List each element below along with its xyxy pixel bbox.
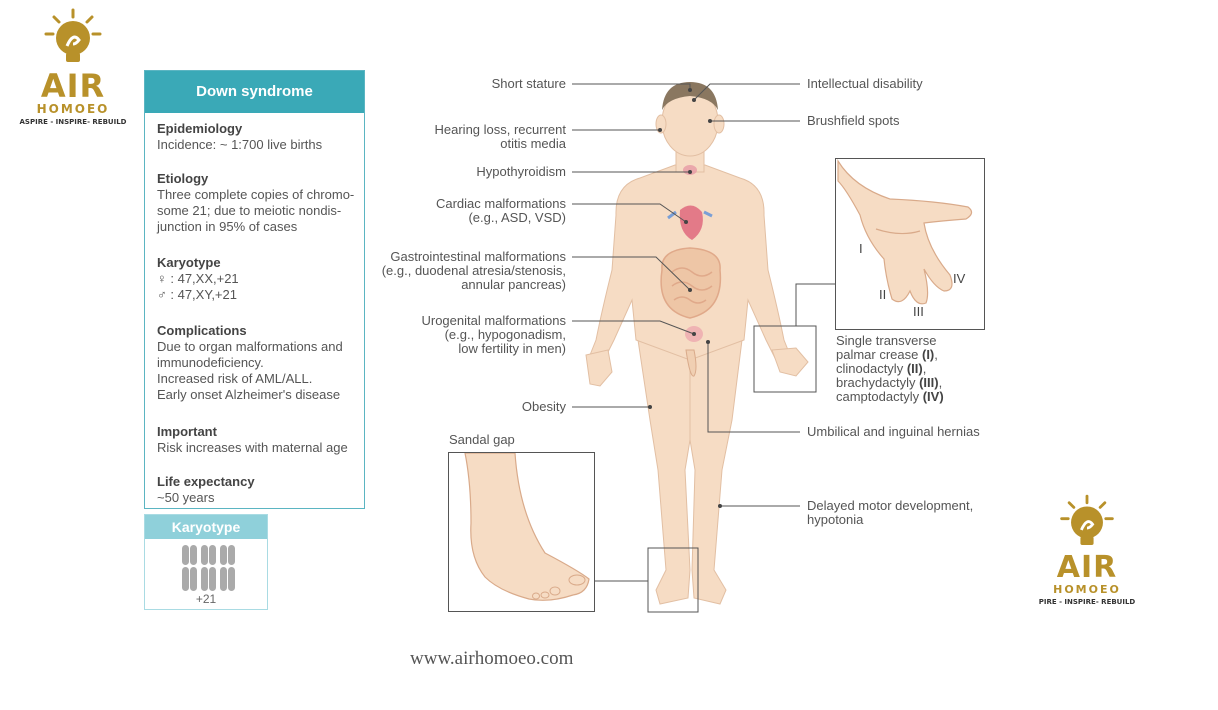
label-intellectual-disability: Intellectual disability bbox=[807, 76, 923, 91]
section-line: Increased risk of AML/ALL. bbox=[157, 371, 313, 386]
label-line: Urogenital malformations bbox=[421, 313, 566, 328]
section-line: ♀ : 47,XX,+21 bbox=[157, 271, 239, 286]
label-hand-findings bbox=[836, 334, 944, 404]
section-heading: Complications bbox=[157, 323, 247, 338]
label-text: , bbox=[922, 361, 927, 376]
section-line: Due to organ malformations and bbox=[157, 339, 343, 354]
label-line: (e.g., duodenal atresia/stenosis, bbox=[381, 263, 566, 278]
label-line: annular pancreas) bbox=[461, 277, 566, 292]
label-line: hypotonia bbox=[807, 512, 864, 527]
roman-numeral: III bbox=[913, 304, 924, 319]
section-heading: Karyotype bbox=[157, 255, 221, 270]
card-title: Down syndrome bbox=[145, 71, 364, 113]
footer-website: www.airhomoeo.com bbox=[410, 648, 574, 669]
label-gastrointestinal bbox=[382, 250, 566, 292]
section-heading: Important bbox=[157, 424, 217, 439]
label-hypothyroidism: Hypothyroidism bbox=[476, 164, 566, 179]
section-line: Incidence: ~ 1:700 live births bbox=[157, 137, 323, 152]
logo-sub: HOMOEO bbox=[1053, 583, 1121, 596]
label-numeral: (II) bbox=[906, 361, 923, 376]
label-line: low fertility in men) bbox=[458, 341, 566, 356]
section-line: immunodeficiency. bbox=[157, 355, 264, 370]
section-line: some 21; due to meiotic nondis- bbox=[157, 203, 342, 218]
label-line: otitis media bbox=[500, 136, 566, 151]
label-obesity: Obesity bbox=[521, 399, 566, 414]
label-line bbox=[836, 348, 944, 362]
label-motor-development bbox=[807, 499, 973, 527]
section-line: ♂ : 47,XY,+21 bbox=[157, 287, 237, 302]
label-numeral: (I) bbox=[921, 347, 935, 362]
label-hearing-loss bbox=[435, 123, 567, 151]
label-short-stature: Short stature bbox=[491, 76, 566, 91]
section-line: Risk increases with maternal age bbox=[157, 440, 348, 455]
label-text: , bbox=[938, 375, 943, 390]
label-line: (e.g., ASD, VSD) bbox=[468, 210, 566, 225]
karyotype-caption: +21 bbox=[195, 592, 217, 606]
label-urogenital bbox=[421, 314, 566, 356]
logo-tagline: ASPIRE - INSPIRE- REBUILD bbox=[19, 118, 127, 126]
section-heading: Epidemiology bbox=[157, 121, 243, 136]
label-numeral: (IV) bbox=[922, 389, 944, 404]
label-text: camptodactyly bbox=[836, 389, 923, 404]
label-line: Hearing loss, recurrent bbox=[434, 122, 566, 137]
section-heading: Etiology bbox=[157, 171, 209, 186]
karyotype-title: Karyotype bbox=[145, 515, 267, 539]
label-brushfield-spots: Brushfield spots bbox=[807, 113, 900, 128]
section-line: ~50 years bbox=[157, 490, 215, 505]
section-line: Early onset Alzheimer's disease bbox=[157, 387, 341, 402]
label-numeral: (III) bbox=[919, 375, 939, 390]
section-heading: Life expectancy bbox=[157, 474, 255, 489]
foot-drawing bbox=[449, 453, 594, 611]
roman-numeral: II bbox=[879, 287, 887, 302]
label-line bbox=[836, 376, 944, 390]
label-line: (e.g., hypogonadism, bbox=[444, 327, 566, 342]
logo-word: AIR bbox=[1056, 550, 1118, 585]
label-text: brachydactyly bbox=[836, 375, 920, 390]
label-line bbox=[836, 362, 944, 376]
label-line bbox=[836, 390, 944, 404]
label-hernias: Umbilical and inguinal hernias bbox=[807, 424, 980, 439]
label-text: clinodactyly bbox=[836, 361, 907, 376]
roman-numeral: IV bbox=[953, 271, 966, 286]
logo-tagline: PIRE - INSPIRE- REBUILD bbox=[1038, 598, 1136, 606]
foot-inset bbox=[448, 452, 595, 612]
label-cardiac bbox=[436, 197, 566, 225]
logo-sub: HOMOEO bbox=[36, 102, 110, 116]
roman-numeral: I bbox=[859, 241, 863, 256]
section-line: junction in 95% of cases bbox=[157, 219, 298, 234]
label-line: Cardiac malformations bbox=[435, 196, 566, 211]
label-sandal-gap: Sandal gap bbox=[449, 432, 515, 447]
label-line: Single transverse bbox=[836, 333, 937, 348]
label-line: Gastrointestinal malformations bbox=[390, 249, 566, 264]
label-text: , bbox=[934, 347, 938, 362]
hand-inset bbox=[835, 158, 985, 330]
logo-word: AIR bbox=[40, 67, 106, 105]
label-text: palmar crease bbox=[836, 347, 922, 362]
label-line: Delayed motor development, bbox=[807, 498, 974, 513]
section-line: Three complete copies of chromo- bbox=[157, 187, 355, 202]
